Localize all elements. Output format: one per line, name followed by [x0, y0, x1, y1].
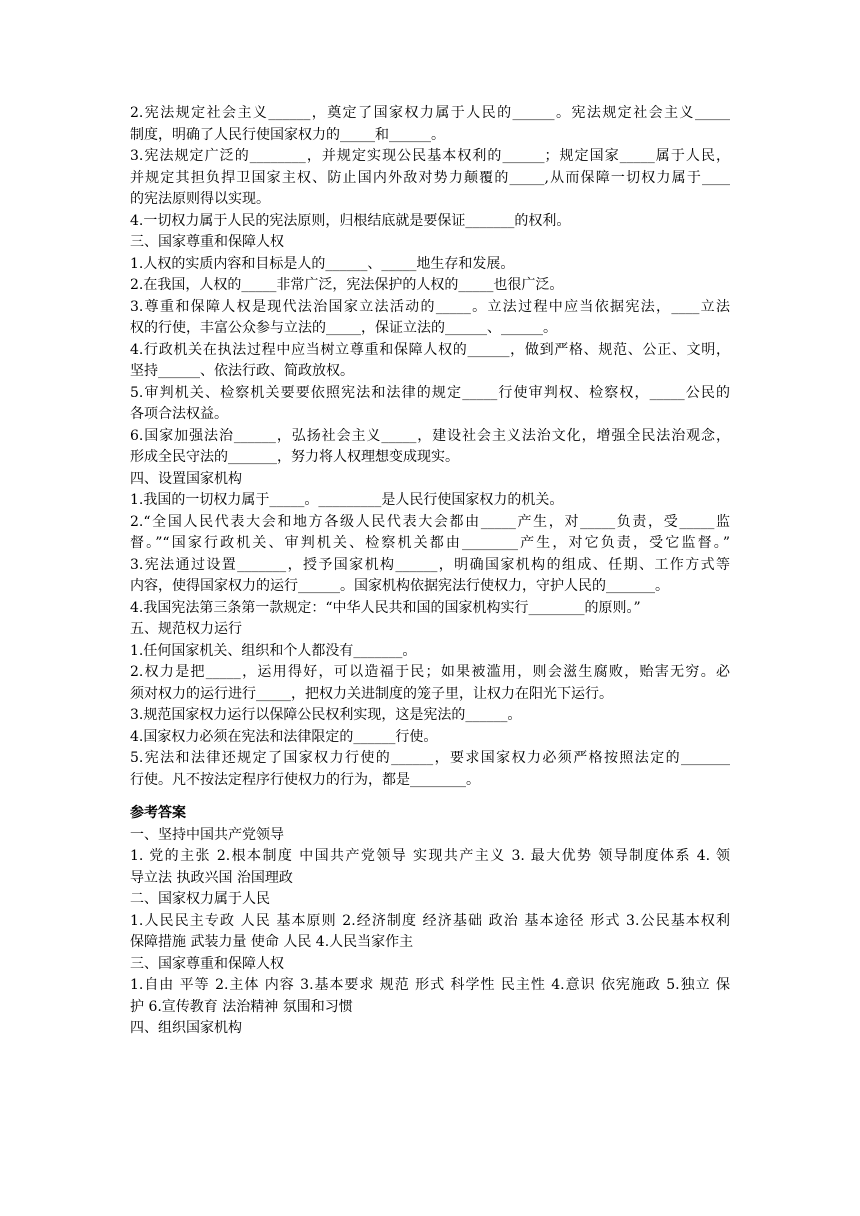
answer-line: 1.人民民主专政 人民 基本原则 2.经济制度 经济基础 政治 基本途径 形式 3.公民基本权利	[130, 912, 730, 929]
question-line: 4.国家权力必须在宪法和法律限定的______行使。	[130, 728, 438, 745]
question-line: 权的行使，丰富公众参与立法的_____，保证立法的______、______。	[130, 320, 557, 336]
answer-line: 四、组织国家机构	[130, 1020, 242, 1036]
question-line: 行使。凡不按法定程序行使权力的行为，都是________。	[130, 771, 480, 788]
question-line: 6.国家加强法治______，弘扬社会主义_____，建设社会主义法治文化，增强全民法治观念，	[130, 427, 730, 444]
question-line: 五、规范权力运行	[130, 621, 242, 637]
answer-section	[130, 803, 730, 1040]
question-line: 4.行政机关在执法过程中应当树立尊重和保障人权的______，做到严格、规范、公正、文明，	[130, 341, 730, 358]
question-line: 坚持______、依法行政、简政放权。	[130, 363, 354, 379]
question-line: 内容，使得国家权力的运行______。国家机构依据宪法行使权力，守护人民的_______。	[130, 578, 669, 594]
question-line: 1.我国的一切权力属于_____。_________是人民行使国家权力的机关。	[130, 492, 564, 508]
question-line: 并规定其担负捍卫国家主权、防止国内外敌对势力颠覆的_____,从而保障一切权力属于____	[130, 169, 730, 186]
question-line: 的宪法原则得以实现。	[130, 191, 270, 207]
question-line: 各项合法权益。	[130, 406, 228, 422]
question-line: 2.宪法规定社会主义______，奠定了国家权力属于人民的______。宪法规定社会主义_____	[130, 105, 730, 121]
answers-list	[130, 825, 730, 1040]
answer-line: 导立法 执政兴国 治国理政	[130, 869, 293, 886]
answer-line: 1. 党的主张 2.根本制度 中国共产党领导 实现共产主义 3. 最大优势 领导制度体系 4. 领	[130, 848, 730, 864]
question-line: 1.人权的实质内容和目标是人的______、_____地生存和发展。	[130, 255, 515, 272]
question-line: 3.尊重和保障人权是现代法治国家立法活动的_____。立法过程中应当依据宪法，____立法	[130, 298, 730, 315]
answer-line: 1.自由 平等 2.主体 内容 3.基本要求 规范 形式 科学性 民主性 4.意识 依宪施政 5.独立 保	[130, 977, 730, 993]
question-line: 5.宪法和法律还规定了国家权力行使的______，要求国家权力必须严格按照法定的_______	[130, 750, 730, 766]
question-line: 三、国家尊重和保障人权	[130, 234, 284, 250]
answers-heading: 参考答案	[130, 805, 186, 821]
question-line: 督。”“国家行政机关、审判机关、检察机关都由________产生，对它负责，受它监督。”	[130, 535, 730, 551]
question-line: 形成全民守法的_______，努力将人权理想变成现实。	[130, 449, 459, 465]
question-line: 制度，明确了人民行使国家权力的_____和______。	[130, 126, 445, 143]
answer-line: 三、国家尊重和保障人权	[130, 955, 284, 972]
question-line: 1.任何国家机关、组织和个人都没有_______。	[130, 642, 417, 659]
question-line: 四、设置国家机构	[130, 470, 242, 487]
document-body	[130, 103, 730, 1040]
question-line: 3.规范国家权力运行以保障公民权利实现，这是宪法的______。	[130, 707, 522, 723]
question-section	[130, 103, 730, 791]
question-line: 2.权力是把_____，运用得好，可以造福于民；如果被滥用，则会滋生腐败，贻害无穷。必	[130, 664, 730, 680]
question-line: 5.审判机关、检察机关要要依照宪法和法律的规定_____行使审判权、检察权，_____公民的	[130, 384, 730, 401]
question-line: 须对权力的运行进行_____，把权力关进制度的笼子里，让权力在阳光下运行。	[130, 685, 613, 702]
question-line: 4.我国宪法第三条第一款规定：“中华人民共和国的国家机构实行________的原则。”	[130, 599, 641, 616]
question-line: 3.宪法通过设置_______，授予国家机构______，明确国家机构的组成、任期、工作方式等	[130, 556, 730, 573]
question-line: 2.“全国人民代表大会和地方各级人民代表大会都由_____产生，对_____负责，受_____监	[130, 513, 730, 530]
answer-line: 护 6.宣传教育 法治精神 氛围和习惯	[130, 998, 353, 1015]
question-line: 2.在我国，人权的_____非常广泛，宪法保护的人权的_____也很广泛。	[130, 277, 564, 293]
answer-line: 保障措施 武装力量 使命 人民 4.人民当家作主	[130, 934, 414, 950]
question-line: 4.一切权力属于人民的宪法原则，归根结底就是要保证_______的权利。	[130, 212, 571, 229]
answer-line: 二、国家权力属于人民	[130, 891, 270, 907]
answer-line: 一、坚持中国共产党领导	[130, 826, 284, 843]
question-line: 3.宪法规定广泛的________，并规定实现公民基本权利的______；规定国家_____属于人民，	[130, 148, 730, 164]
